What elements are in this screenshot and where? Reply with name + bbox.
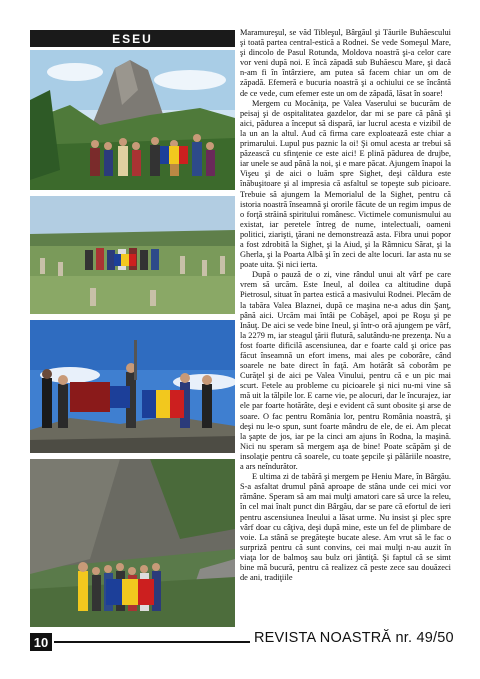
article-paragraph: Maramureşul, se văd Tibleşul, Bârgăul şi Tăurile Buhăescului şi toată partea central-estică a Rodnei. Se vede Someşul Mare, şi dincolo de Pasul Rotunda, Moldova noastră şi-a celor care vor veni după noi. E încă zăpadă sub Buhăescu Mare, şi dacă n-am fi în întârziere, am putea să facem chiar un om de zăpadă. Efemeră e bucuria noastră şi a ochiului ce se încântă de ce vede, cum efemer este un om de zăpadă, lăsat în soare! (240, 28, 451, 98)
footer-rule (54, 641, 250, 643)
page-number: 10 (30, 633, 52, 651)
memorial-field-photo (30, 196, 235, 314)
article-body (240, 28, 451, 628)
road-group-flag-photo (30, 459, 235, 627)
mountain-hikers-photo (30, 50, 235, 190)
magazine-title: REVISTA NOASTRĂ nr. 49/50 (254, 630, 454, 646)
summit-flags-photo (30, 320, 235, 453)
section-banner: ESEU (30, 30, 235, 47)
article-paragraph: Mergem cu Mocăniţa, pe Valea Vaserului se bucurăm de peisaj şi de ospitalitatea gazdelor, dar mi se pare că până şi aici, pădurea a început să dispară, iar lucrul acesta e vizibil de la un an la altul. Aud că firma care exploatează este chiar a primarului. Lupul pus paznic la oi! Şi omul acesta ar trebui să păzească cu sfinţenie ce este aici! E plină pădurea de drujbe, iar unele se aud până la noi, şi e mare păcat. Ajungem înapoi la Vişeu şi de aici o luăm spre Sighet, deşi căldura este înăbuşitoare şi al impresia că asfaltul se topeşte sub picioare. Trebuie să ajungem la Memorialul de la Sighet, pentru că istoria noastră înseamnă şi ororile făcute de un regim impus de o forţă străină spiritului românesc. Victimele comunismului au existat, iar peretele întreg de nume, intelectuali, oameni politici, ziarişti, ţărani ne demonstrează asta. Fibra unui popor a fost zdrobită la Sighet, şi la Aiud, şi la Râmnicu Sărat, şi la Gherla, şi la Poarta Albă şi în zeci de alte locuri. Iar asta nu se poate uita. Şi nici iertа. (240, 98, 451, 270)
article-paragraph: După o pauză de o zi, vine rândul unui alt vârf pe care vrem să urcăm. Este Ineul, al doilea ca altitudine după Pietrosul, situat în partea estică a masivului Rodnei. Plecăm de la tabăra Valea Blaznei, după ce maşina ne-a adus din Şanţ, până aici. Urcăm mai întâi pe Cobăşel, apoi pe Roşu şi pe Inăuţ. De aici se vede bine Ineul, şi într-o oră ajungem pe vârf, la 2279 m, iar steagul ţării flutură, salutându-ne prezenţa. Nu a fost foarte dificilă ascensiunea, dar e foarte cald şi orice pas făcut înseamnă un efort imens, mai ales pe coborâre, când soarele ne bate direct în faţă. Am hotărât să coborâm pe Curăţel şi de aici pe Valea Vinului, pentru că e un pic mai scurt. Fetele au probleme cu picioarele şi nici nu-mi vine să mă uit la tălpile lor. E carne vie, pe alocuri, dar le încurajez, iar ele par foarte hotărâte, deşi e evident că sunt obosite şi arse de soare. O fac pentru România lor, pentru România noastră, şi deşi nu le-o spun, sunt foarte mândru de ele, de ei. Am plecat la şapte de jos, iar pe la cinci am ajuns în Rodna, la maşină. Nici nu speram să mergem aşa de bine! Poate scăpăm şi de insolaţie pentru că soarele, cu toate şepcile şi pălăriile noastre, a ars neîndurător. (240, 270, 451, 472)
article-paragraph: E ultima zi de tabără şi mergem pe Heniu Mare, în Bârgău. S-a asfaltat drumul până aproape de stâna unde cei mici vor rămâne. Speram să am mai mulţi amatori care să urce la releu, în cel mai înalt punct din Bârgău, dar se pare că efortul de ieri pentru ascensiunea Ineului a lăsat urme. Nu insist şi plec spre vârf doar cu câţiva, deşi după mine, este un fel de plimbare de voie. La stână se pregăteşte bucate alese. Am vrut să le fac o surpriză pentru că sunt convins, cei mai mulţi n-au auzit în viaţa lor de balmoş sau bulz ori jântiţă. Şi faptul că se simt bine mă bucură, pentru că realizez că peste zece sau douăzeci de ani, tradiţiile (240, 472, 451, 583)
